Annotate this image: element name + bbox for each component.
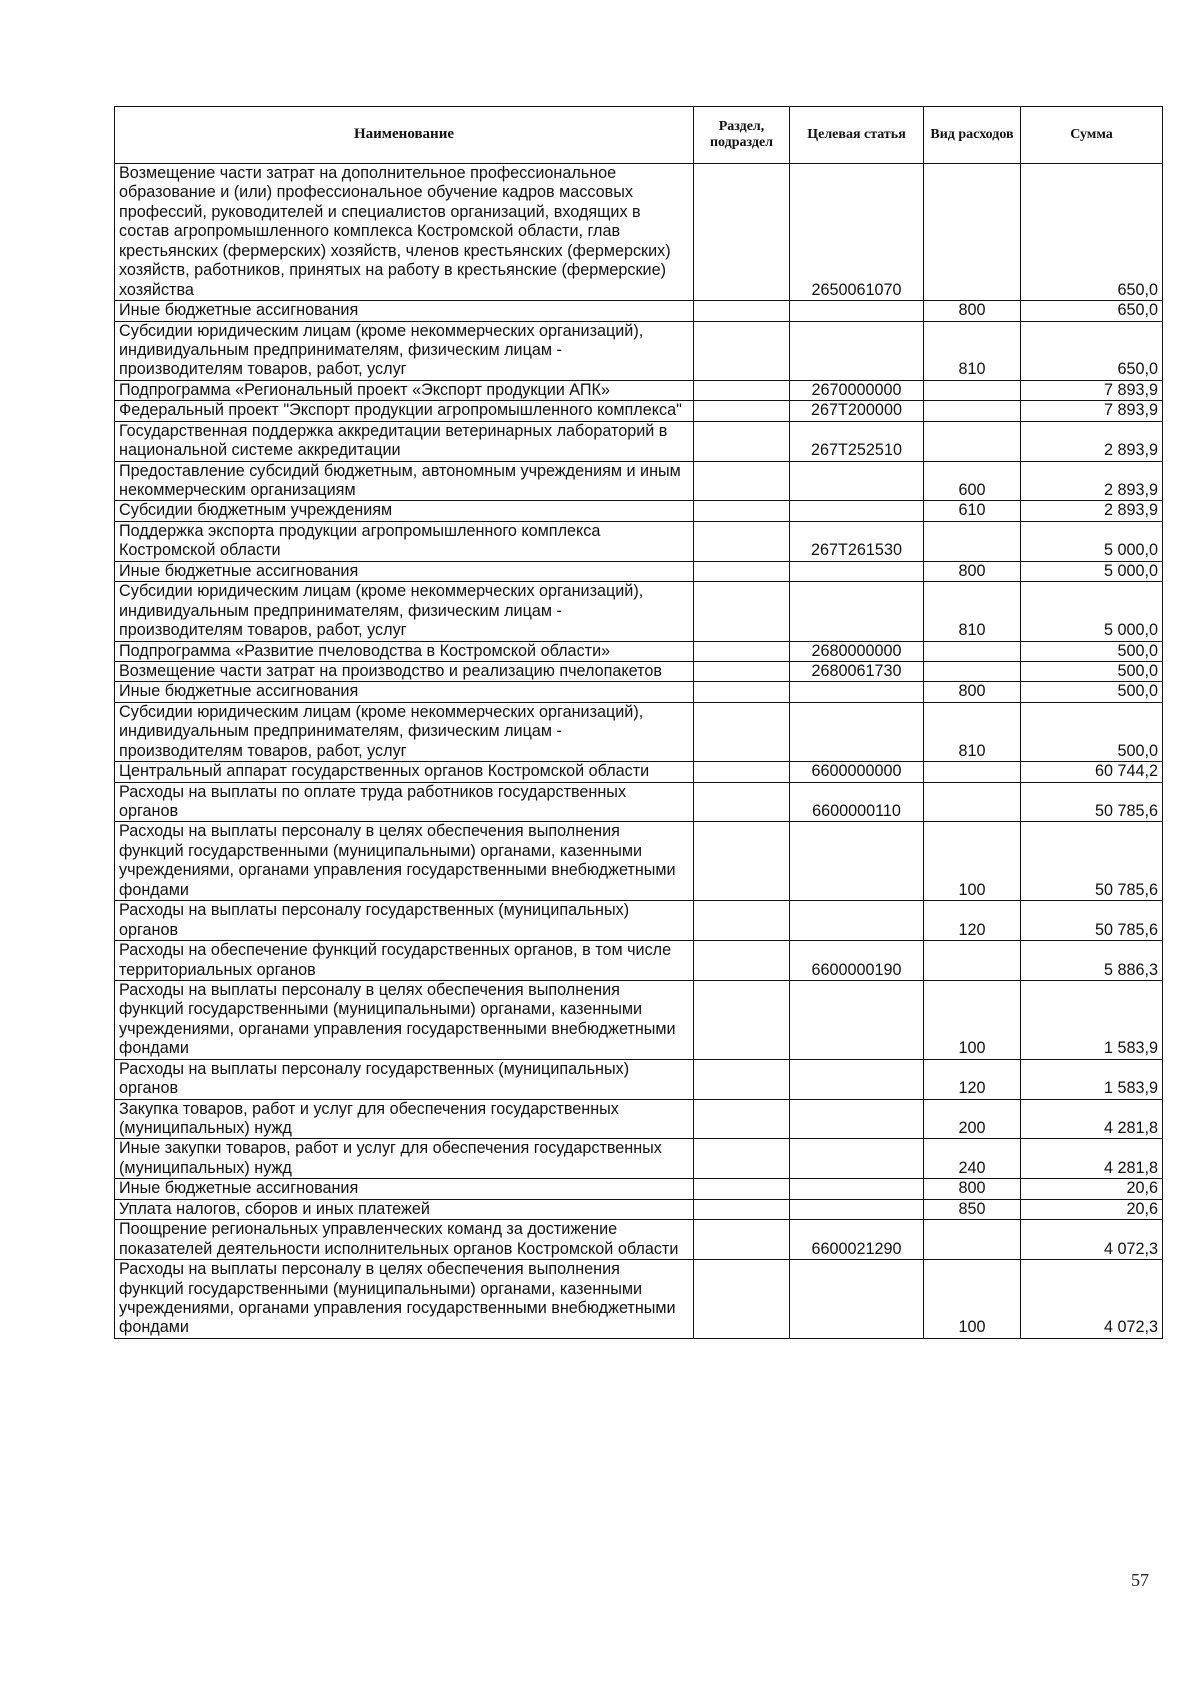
row-section-cell xyxy=(694,1220,790,1260)
row-name-cell: Подпрограмма «Развитие пчеловодства в Костромской области» xyxy=(115,641,694,661)
row-name-cell: Расходы на выплаты по оплате труда работников государственных органов xyxy=(115,782,694,822)
row-name-cell: Возмещение части затрат на производство и реализацию пчелопакетов xyxy=(115,661,694,681)
row-section-cell xyxy=(694,401,790,421)
row-name-cell: Субсидии юридическим лицам (кроме некоммерческих организаций), индивидуальным предпринимателям, физическим лицам - производителям товаров, работ, услуг xyxy=(115,702,694,761)
table-row xyxy=(115,901,1163,941)
row-section-cell xyxy=(694,582,790,641)
row-section-cell xyxy=(694,822,790,901)
row-section-cell xyxy=(694,1139,790,1179)
table-row xyxy=(115,164,1163,301)
row-target-cell xyxy=(790,1260,924,1339)
row-name-cell: Подпрограмма «Региональный проект «Экспорт продукции АПК» xyxy=(115,380,694,400)
row-sum-cell: 5 000,0 xyxy=(1021,582,1163,641)
row-target-cell xyxy=(790,321,924,380)
row-kind-cell: 240 xyxy=(924,1139,1021,1179)
row-sum-cell: 4 072,3 xyxy=(1021,1260,1163,1339)
table-row xyxy=(115,401,1163,421)
row-target-cell: 6600021290 xyxy=(790,1220,924,1260)
row-target-cell xyxy=(790,301,924,321)
row-kind-cell: 810 xyxy=(924,321,1021,380)
row-sum-cell: 50 785,6 xyxy=(1021,901,1163,941)
row-sum-cell: 500,0 xyxy=(1021,641,1163,661)
row-kind-cell: 850 xyxy=(924,1199,1021,1219)
table-row xyxy=(115,762,1163,782)
header-sum: Сумма xyxy=(1021,107,1163,164)
table-body xyxy=(115,164,1163,1339)
row-sum-cell: 500,0 xyxy=(1021,661,1163,681)
row-section-cell xyxy=(694,901,790,941)
row-target-cell: 2650061070 xyxy=(790,164,924,301)
row-name-cell: Расходы на выплаты персоналу государственных (муниципальных) органов xyxy=(115,901,694,941)
row-section-cell xyxy=(694,1059,790,1099)
row-sum-cell: 20,6 xyxy=(1021,1199,1163,1219)
row-kind-cell: 800 xyxy=(924,1179,1021,1199)
header-kind: Вид расходов xyxy=(924,107,1021,164)
row-target-cell xyxy=(790,1179,924,1199)
row-kind-cell: 810 xyxy=(924,582,1021,641)
table-row xyxy=(115,501,1163,521)
row-target-cell xyxy=(790,501,924,521)
row-kind-cell: 800 xyxy=(924,561,1021,581)
row-kind-cell: 600 xyxy=(924,461,1021,501)
row-name-cell: Расходы на выплаты персоналу в целях обеспечения выполнения функций государственными (муниципальными) органами, казенными учреждениями, органами управления государственными внебюджетными фондами xyxy=(115,980,694,1059)
row-kind-cell: 800 xyxy=(924,682,1021,702)
row-target-cell xyxy=(790,582,924,641)
row-kind-cell: 120 xyxy=(924,901,1021,941)
row-target-cell: 2680000000 xyxy=(790,641,924,661)
row-kind-cell xyxy=(924,1220,1021,1260)
row-name-cell: Иные бюджетные ассигнования xyxy=(115,682,694,702)
row-section-cell xyxy=(694,641,790,661)
row-kind-cell xyxy=(924,641,1021,661)
table-row xyxy=(115,1220,1163,1260)
table-row xyxy=(115,1139,1163,1179)
row-sum-cell: 500,0 xyxy=(1021,702,1163,761)
row-target-cell: 267T261530 xyxy=(790,521,924,561)
table-row xyxy=(115,561,1163,581)
row-name-cell: Иные бюджетные ассигнования xyxy=(115,1179,694,1199)
table-row xyxy=(115,702,1163,761)
row-kind-cell xyxy=(924,380,1021,400)
table-row xyxy=(115,1179,1163,1199)
table-row xyxy=(115,822,1163,901)
row-sum-cell: 5 886,3 xyxy=(1021,941,1163,981)
row-target-cell: 6600000110 xyxy=(790,782,924,822)
table-row xyxy=(115,582,1163,641)
row-section-cell xyxy=(694,702,790,761)
row-sum-cell: 4 072,3 xyxy=(1021,1220,1163,1260)
row-section-cell xyxy=(694,301,790,321)
row-target-cell xyxy=(790,461,924,501)
row-sum-cell: 2 893,9 xyxy=(1021,421,1163,461)
row-sum-cell: 50 785,6 xyxy=(1021,822,1163,901)
row-name-cell: Закупка товаров, работ и услуг для обеспечения государственных (муниципальных) нужд xyxy=(115,1099,694,1139)
row-name-cell: Субсидии бюджетным учреждениям xyxy=(115,501,694,521)
table-header-row xyxy=(115,107,1163,164)
row-target-cell: 6600000190 xyxy=(790,941,924,981)
table-row xyxy=(115,1099,1163,1139)
row-section-cell xyxy=(694,980,790,1059)
row-sum-cell: 2 893,9 xyxy=(1021,501,1163,521)
row-name-cell: Расходы на выплаты персоналу в целях обеспечения выполнения функций государственными (муниципальными) органами, казенными учреждениями, органами управления государственными внебюджетными фондами xyxy=(115,1260,694,1339)
row-sum-cell: 7 893,9 xyxy=(1021,380,1163,400)
table-row xyxy=(115,1199,1163,1219)
row-section-cell xyxy=(694,321,790,380)
row-kind-cell: 100 xyxy=(924,980,1021,1059)
row-kind-cell xyxy=(924,164,1021,301)
row-target-cell: 267T252510 xyxy=(790,421,924,461)
row-section-cell xyxy=(694,501,790,521)
row-target-cell: 2670000000 xyxy=(790,380,924,400)
table-row xyxy=(115,941,1163,981)
row-sum-cell: 500,0 xyxy=(1021,682,1163,702)
row-sum-cell: 60 744,2 xyxy=(1021,762,1163,782)
row-section-cell xyxy=(694,1179,790,1199)
row-sum-cell: 4 281,8 xyxy=(1021,1139,1163,1179)
row-sum-cell: 5 000,0 xyxy=(1021,521,1163,561)
header-target: Целевая статья xyxy=(790,107,924,164)
row-target-cell xyxy=(790,1099,924,1139)
row-section-cell xyxy=(694,1260,790,1339)
row-name-cell: Иные бюджетные ассигнования xyxy=(115,561,694,581)
row-sum-cell: 1 583,9 xyxy=(1021,980,1163,1059)
table-row xyxy=(115,682,1163,702)
row-sum-cell: 650,0 xyxy=(1021,164,1163,301)
table-row xyxy=(115,301,1163,321)
row-name-cell: Возмещение части затрат на дополнительное профессиональное образование и (или) профессиональное обучение кадров массовых профессий, руководителей и специалистов организаций, входящих в состав агропромышленного комплекса Костромской области, глав крестьянских (фермерских) хозяйств, членов крестьянских (фермерских) хозяйств, работников, принятых на работу в крестьянские (фермерские) хозяйства xyxy=(115,164,694,301)
row-sum-cell: 7 893,9 xyxy=(1021,401,1163,421)
row-kind-cell: 200 xyxy=(924,1099,1021,1139)
table-row xyxy=(115,461,1163,501)
row-kind-cell: 610 xyxy=(924,501,1021,521)
row-section-cell xyxy=(694,1199,790,1219)
row-name-cell: Федеральный проект "Экспорт продукции агропромышленного комплекса" xyxy=(115,401,694,421)
row-target-cell xyxy=(790,682,924,702)
page-number: 57 xyxy=(1131,1570,1149,1590)
table-row xyxy=(115,1059,1163,1099)
row-sum-cell: 1 583,9 xyxy=(1021,1059,1163,1099)
table-row xyxy=(115,782,1163,822)
row-kind-cell: 120 xyxy=(924,1059,1021,1099)
row-target-cell xyxy=(790,561,924,581)
row-kind-cell xyxy=(924,521,1021,561)
row-kind-cell xyxy=(924,421,1021,461)
header-section: Раздел, подраздел xyxy=(694,107,790,164)
row-kind-cell xyxy=(924,762,1021,782)
row-section-cell xyxy=(694,682,790,702)
row-section-cell xyxy=(694,1099,790,1139)
row-name-cell: Иные закупки товаров, работ и услуг для обеспечения государственных (муниципальных) нужд xyxy=(115,1139,694,1179)
table-row xyxy=(115,321,1163,380)
row-target-cell xyxy=(790,1059,924,1099)
row-name-cell: Предоставление субсидий бюджетным, автономным учреждениям и иным некоммерческим организациям xyxy=(115,461,694,501)
row-kind-cell: 100 xyxy=(924,1260,1021,1339)
row-section-cell xyxy=(694,782,790,822)
row-section-cell xyxy=(694,421,790,461)
row-sum-cell: 4 281,8 xyxy=(1021,1099,1163,1139)
row-sum-cell: 20,6 xyxy=(1021,1179,1163,1199)
row-target-cell: 2680061730 xyxy=(790,661,924,681)
row-sum-cell: 50 785,6 xyxy=(1021,782,1163,822)
row-kind-cell xyxy=(924,661,1021,681)
row-target-cell xyxy=(790,901,924,941)
row-kind-cell: 800 xyxy=(924,301,1021,321)
row-section-cell xyxy=(694,380,790,400)
row-name-cell: Расходы на выплаты персоналу в целях обеспечения выполнения функций государственными (муниципальными) органами, казенными учреждениями, органами управления государственными внебюджетными фондами xyxy=(115,822,694,901)
row-target-cell: 6600000000 xyxy=(790,762,924,782)
row-kind-cell: 810 xyxy=(924,702,1021,761)
row-sum-cell: 2 893,9 xyxy=(1021,461,1163,501)
row-section-cell xyxy=(694,941,790,981)
header-name: Наименование xyxy=(115,107,694,164)
row-kind-cell xyxy=(924,782,1021,822)
row-name-cell: Поддержка экспорта продукции агропромышленного комплекса Костромской области xyxy=(115,521,694,561)
row-section-cell xyxy=(694,461,790,501)
row-name-cell: Субсидии юридическим лицам (кроме некоммерческих организаций), индивидуальным предпринимателям, физическим лицам - производителям товаров, работ, услуг xyxy=(115,582,694,641)
table-row xyxy=(115,980,1163,1059)
row-target-cell: 267T200000 xyxy=(790,401,924,421)
row-name-cell: Расходы на обеспечение функций государственных органов, в том числе территориальных органов xyxy=(115,941,694,981)
row-target-cell xyxy=(790,980,924,1059)
row-name-cell: Государственная поддержка аккредитации ветеринарных лабораторий в национальной системе аккредитации xyxy=(115,421,694,461)
row-section-cell xyxy=(694,762,790,782)
row-name-cell: Уплата налогов, сборов и иных платежей xyxy=(115,1199,694,1219)
row-kind-cell xyxy=(924,941,1021,981)
row-target-cell xyxy=(790,822,924,901)
row-name-cell: Иные бюджетные ассигнования xyxy=(115,301,694,321)
table-row xyxy=(115,421,1163,461)
row-name-cell: Расходы на выплаты персоналу государственных (муниципальных) органов xyxy=(115,1059,694,1099)
row-section-cell xyxy=(694,521,790,561)
row-name-cell: Центральный аппарат государственных органов Костромской области xyxy=(115,762,694,782)
table-row xyxy=(115,661,1163,681)
table-row xyxy=(115,641,1163,661)
row-sum-cell: 650,0 xyxy=(1021,321,1163,380)
row-target-cell xyxy=(790,1139,924,1179)
row-section-cell xyxy=(694,561,790,581)
row-sum-cell: 650,0 xyxy=(1021,301,1163,321)
row-section-cell xyxy=(694,164,790,301)
row-kind-cell: 100 xyxy=(924,822,1021,901)
budget-table xyxy=(114,106,1163,1339)
row-name-cell: Субсидии юридическим лицам (кроме некоммерческих организаций), индивидуальным предпринимателям, физическим лицам - производителям товаров, работ, услуг xyxy=(115,321,694,380)
row-target-cell xyxy=(790,1199,924,1219)
table-row xyxy=(115,521,1163,561)
row-target-cell xyxy=(790,702,924,761)
table-row xyxy=(115,1260,1163,1339)
row-name-cell: Поощрение региональных управленческих команд за достижение показателей деятельности исполнительных органов Костромской области xyxy=(115,1220,694,1260)
table-row xyxy=(115,380,1163,400)
row-kind-cell xyxy=(924,401,1021,421)
row-section-cell xyxy=(694,661,790,681)
row-sum-cell: 5 000,0 xyxy=(1021,561,1163,581)
